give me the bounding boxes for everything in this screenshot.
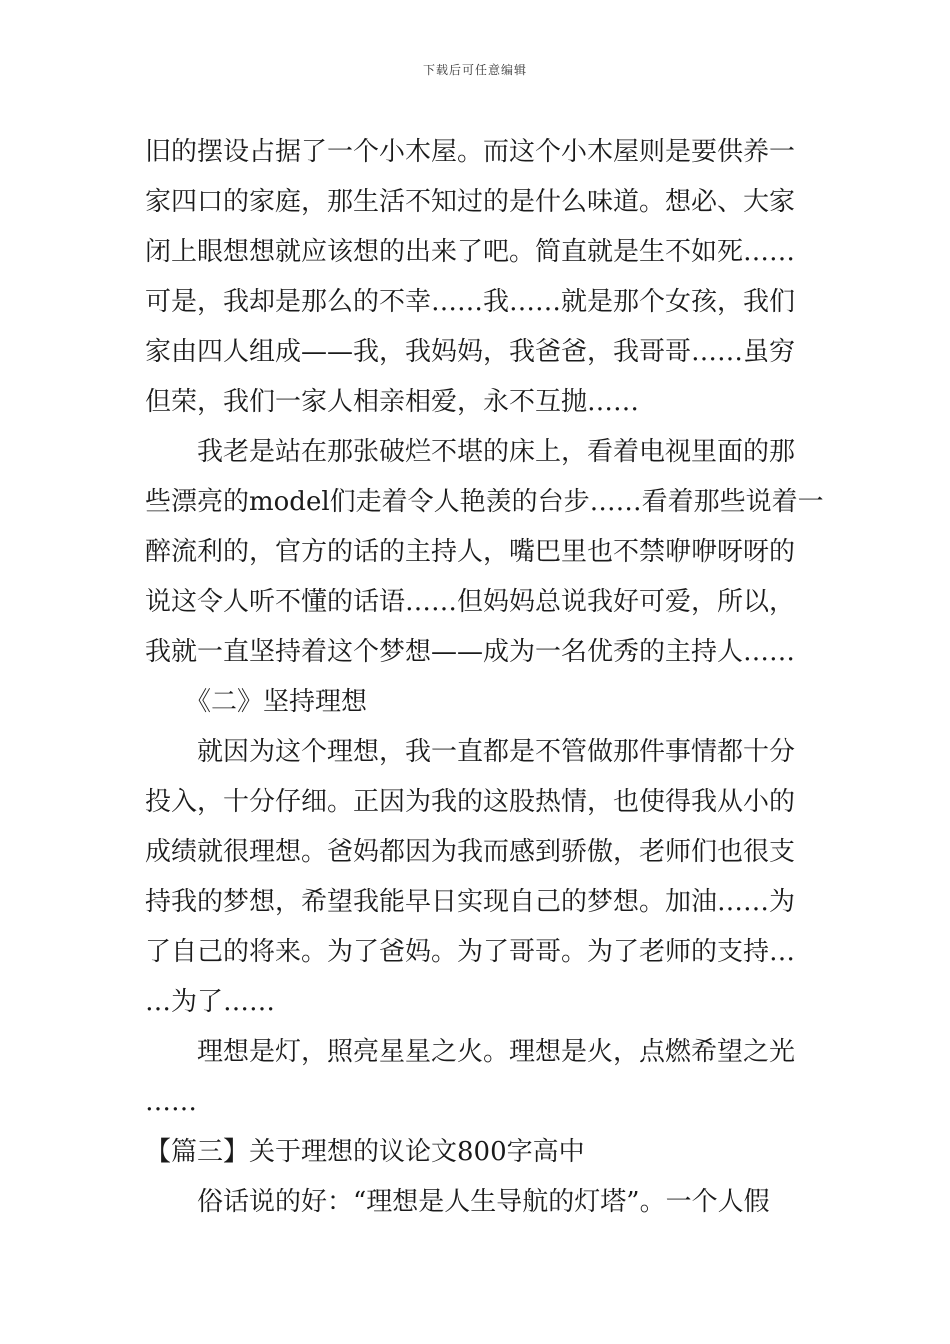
subtitle: 《二》坚持理想 <box>185 687 368 717</box>
text-line: 醉流利的，官方的话的主持人，嘴巴里也不禁咿咿呀呀的 <box>145 537 796 567</box>
text-line: 俗话说的好：“理想是人生导航的灯塔”。一个人假 <box>197 1187 770 1217</box>
text-line: 成绩就很理想。爸妈都因为我而感到骄傲，老师们也很支 <box>145 837 796 867</box>
text-line: …为了…… <box>145 987 276 1017</box>
text-line: 但荣，我们一家人相亲相爱，永不互抛…… <box>145 387 640 417</box>
paragraph-4 <box>145 1027 815 1127</box>
section-heading: 【篇三】关于理想的议论文800字高中 <box>145 1137 585 1167</box>
text-line: 就因为这个理想，我一直都是不管做那件事情都十分 <box>197 737 796 767</box>
text-line: 些漂亮的model们走着令人艳羡的台步……看着那些说着一 <box>145 487 824 517</box>
text-line: 持我的梦想，希望我能早日实现自己的梦想。加油……为 <box>145 887 796 917</box>
page-header: 下载后可任意编辑 <box>422 63 527 77</box>
paragraph-2 <box>145 427 824 677</box>
paragraph-3 <box>145 727 815 1027</box>
text-line: 闭上眼想想就应该想的出来了吧。简直就是生不如死…… <box>145 237 796 267</box>
text-line: 家四口的家庭，那生活不知过的是什么味道。想必、大家 <box>145 187 796 217</box>
text-line: 了自己的将来。为了爸妈。为了哥哥。为了老师的支持… <box>145 937 796 967</box>
text-line: 理想是灯，照亮星星之火。理想是火，点燃希望之光 <box>197 1037 796 1067</box>
text-line: 我老是站在那张破烂不堪的床上，看着电视里面的那 <box>197 437 796 467</box>
text-line: 旧的摆设占据了一个小木屋。而这个小木屋则是要供养一 <box>145 137 796 167</box>
document-body <box>145 127 824 1227</box>
text-line: 可是，我却是那么的不幸……我……就是那个女孩，我们 <box>145 287 796 317</box>
text-line: 说这令人听不懂的话语……但妈妈总说我好可爱，所以， <box>145 587 796 617</box>
text-line: 家由四人组成——我，我妈妈，我爸爸，我哥哥……虽穷 <box>145 337 796 367</box>
text-line: 我就一直坚持着这个梦想——成为一名优秀的主持人…… <box>145 637 796 667</box>
text-line: …… <box>145 1087 197 1117</box>
paragraph-1 <box>145 127 815 427</box>
text-line: 投入，十分仔细。正因为我的这股热情，也使得我从小的 <box>145 787 796 817</box>
paragraph-5 <box>145 1177 815 1227</box>
